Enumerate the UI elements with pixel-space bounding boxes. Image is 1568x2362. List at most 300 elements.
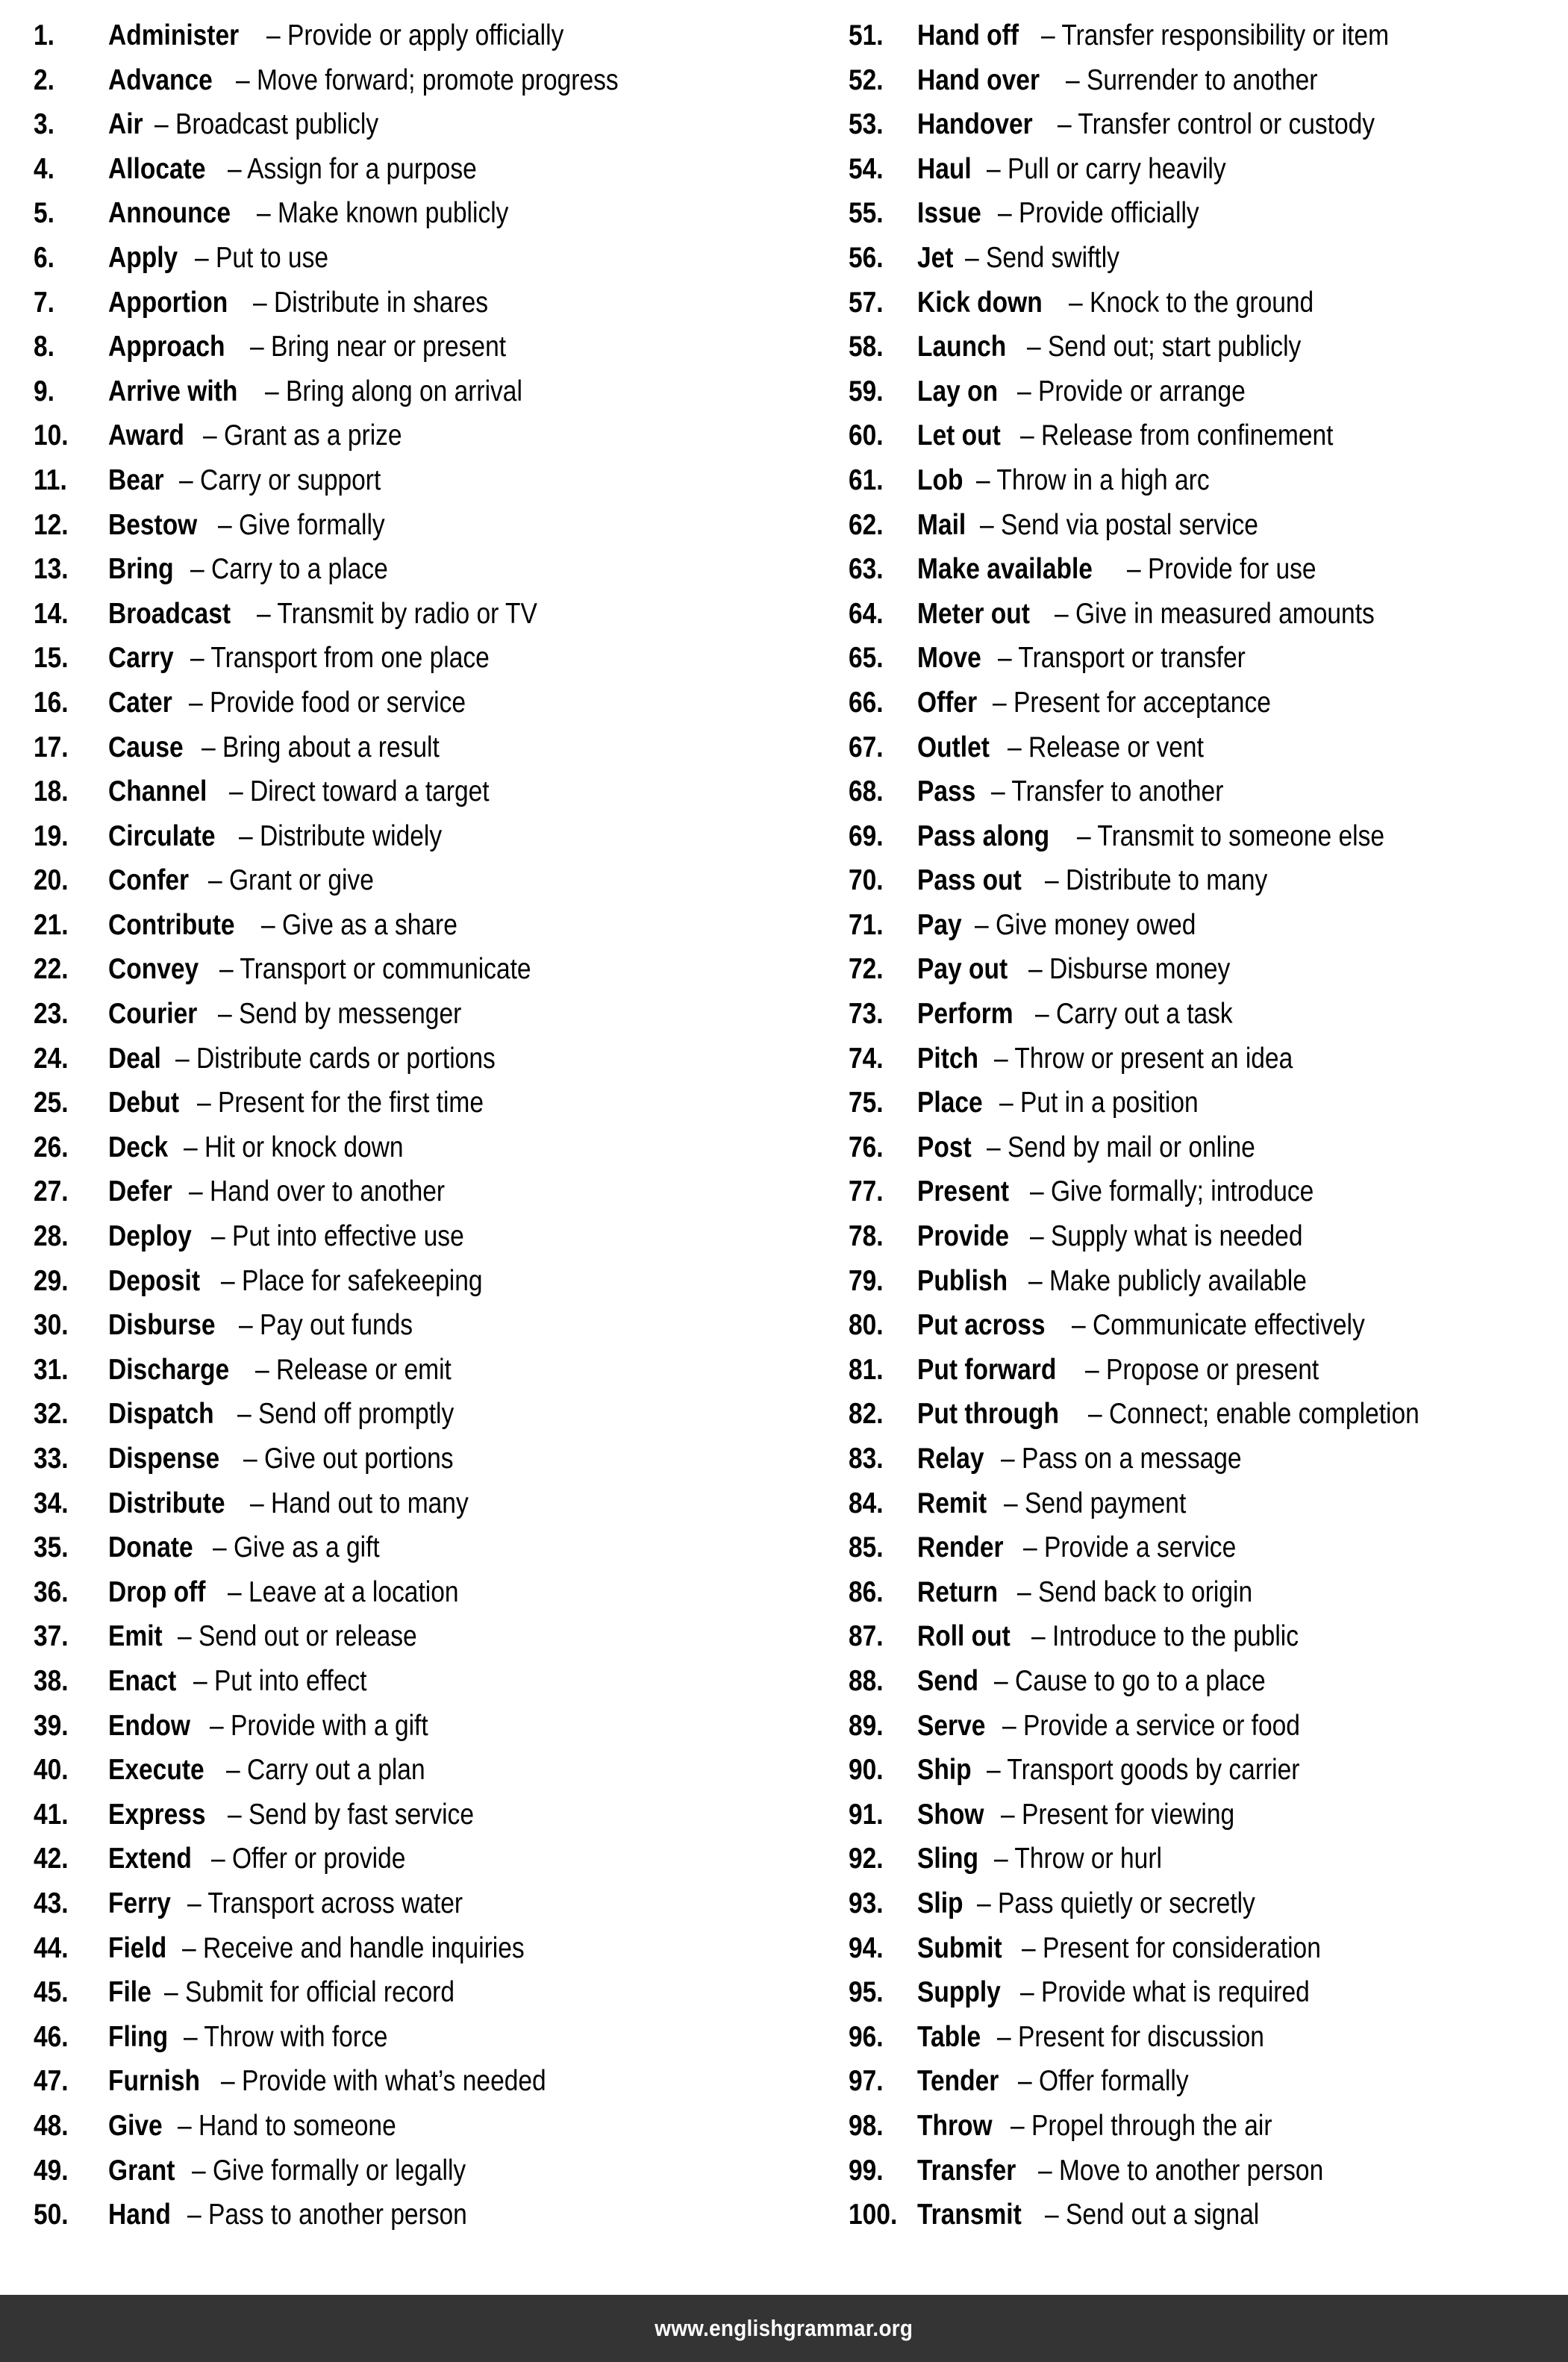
- verb-item-definition: – Make publicly available: [1028, 1264, 1307, 1297]
- verb-item-number: 87.: [849, 1620, 884, 1653]
- verb-item-term: Supply: [917, 1976, 1001, 2009]
- verb-list-item: [849, 947, 1562, 992]
- verb-item-text: [108, 1659, 396, 1704]
- verb-list-item: [849, 1392, 1562, 1437]
- verb-item-number: 18.: [34, 775, 69, 808]
- verb-item-definition: – Send out a signal: [1044, 2199, 1259, 2231]
- verb-item-definition: – Pull or carry heavily: [986, 152, 1226, 185]
- verb-list-item: [849, 1481, 1562, 1526]
- verb-item-number: 3.: [34, 108, 54, 141]
- verb-item-number: 45.: [34, 1976, 69, 2009]
- verb-item-text: [108, 281, 527, 325]
- verb-item-number: 10.: [34, 419, 69, 452]
- verb-item-number: 27.: [34, 1175, 69, 1208]
- verb-item-definition: – Offer or provide: [211, 1843, 406, 1875]
- verb-item-text: [917, 1926, 1369, 1971]
- verb-item-number: 71.: [849, 908, 884, 941]
- verb-item-definition: – Throw or present an idea: [994, 1042, 1293, 1075]
- verb-item-number: 9.: [34, 375, 54, 407]
- verb-item-definition: – Provide a service or food: [1002, 1709, 1301, 1742]
- verb-item-definition: – Throw in a high arc: [976, 463, 1211, 496]
- verb-item-term: Dispense: [108, 1443, 220, 1475]
- verb-item-definition: – Provide officially: [997, 197, 1199, 230]
- verb-list-item: [34, 1348, 778, 1393]
- footer-website-url[interactable]: www.englishgrammar.org: [655, 2315, 913, 2341]
- verb-list-item: [849, 458, 1562, 503]
- verb-item-number: 30.: [34, 1309, 69, 1342]
- verb-item-number: 68.: [849, 775, 884, 808]
- verb-item-text: [917, 1704, 1349, 1749]
- verb-item-definition: – Hit or knock down: [184, 1131, 404, 1163]
- verb-list-item: [34, 369, 778, 414]
- verb-item-number: 36.: [34, 1575, 69, 1608]
- verb-list-item: [849, 1570, 1562, 1615]
- verb-item-text: [108, 992, 501, 1037]
- verb-item-text: [917, 2104, 1315, 2149]
- verb-item-number: 35.: [34, 1531, 69, 1564]
- verb-item-definition: – Give as a gift: [213, 1531, 380, 1564]
- verb-item-term: Arrive with: [108, 375, 238, 407]
- verb-item-term: Advance: [108, 63, 213, 96]
- verb-item-definition: – Distribute widely: [238, 819, 443, 852]
- verb-item-text: [108, 1881, 507, 1926]
- verb-list-item: [849, 858, 1562, 903]
- verb-item-number: 53.: [849, 108, 884, 141]
- verb-list-item: [34, 592, 778, 637]
- verb-item-term: Ferry: [108, 1887, 171, 1919]
- verb-item-term: Pass out: [917, 864, 1022, 897]
- verb-item-term: Make available: [917, 553, 1093, 586]
- verb-item-term: Extend: [108, 1843, 192, 1875]
- verb-item-definition: – Provide what is required: [1020, 1976, 1310, 2009]
- verb-list-item: [34, 769, 778, 814]
- verb-item-term: Launch: [917, 331, 1007, 363]
- verb-item-number: 69.: [849, 819, 884, 852]
- verb-item-text: [108, 1214, 505, 1259]
- verb-item-text: [917, 281, 1354, 325]
- verb-item-number: 99.: [849, 2154, 884, 2187]
- verb-list-item: [849, 992, 1562, 1037]
- verb-item-number: 89.: [849, 1709, 884, 1742]
- verb-list-item: [34, 503, 778, 548]
- verb-list-item: [849, 1704, 1562, 1749]
- verb-item-number: 95.: [849, 1976, 884, 2009]
- verb-item-term: Grant: [108, 2154, 175, 2187]
- verb-item-definition: – Offer formally: [1018, 2065, 1189, 2098]
- verb-item-definition: – Give as a share: [261, 908, 458, 941]
- verb-item-number: 86.: [849, 1575, 884, 1608]
- verb-item-term: Hand off: [917, 19, 1019, 51]
- verb-item-number: 23.: [34, 998, 69, 1031]
- verb-item-number: 61.: [849, 463, 884, 496]
- verb-item-text: [108, 903, 490, 948]
- verb-item-definition: – Distribute in shares: [253, 286, 489, 319]
- verb-item-term: Broadcast: [108, 597, 231, 630]
- verb-list-item: [34, 1970, 778, 2015]
- verb-list-item: [34, 2193, 778, 2237]
- verb-item-number: 76.: [849, 1131, 884, 1163]
- verb-item-term: Debut: [108, 1087, 180, 1119]
- verb-item-number: 4.: [34, 152, 54, 185]
- verb-item-number: 90.: [849, 1754, 884, 1787]
- verb-item-text: [917, 1392, 1473, 1437]
- verb-item-definition: – Send by messenger: [217, 998, 461, 1031]
- verb-item-number: 2.: [34, 63, 54, 96]
- verb-item-text: [108, 2193, 512, 2237]
- verb-item-term: Defer: [108, 1175, 172, 1208]
- verb-item-term: Meter out: [917, 597, 1030, 630]
- verb-item-number: 21.: [34, 908, 69, 941]
- verb-item-term: Execute: [108, 1754, 204, 1787]
- verb-item-term: Bring: [108, 553, 174, 586]
- verb-item-definition: – Disburse money: [1028, 953, 1231, 986]
- verb-item-text: [108, 947, 581, 992]
- verb-item-term: Pitch: [917, 1042, 979, 1075]
- verb-item-definition: – Assign for a purpose: [227, 152, 477, 185]
- verb-item-text: [108, 147, 517, 192]
- verb-item-term: Courier: [108, 998, 198, 1031]
- verb-list-item: [849, 1348, 1562, 1393]
- verb-item-number: 78.: [849, 1220, 884, 1253]
- verb-item-number: 19.: [34, 819, 69, 852]
- verb-item-definition: – Propel through the air: [1010, 2109, 1272, 2142]
- verb-list-item: [34, 1214, 778, 1259]
- verb-item-term: File: [108, 1976, 152, 2009]
- verb-item-number: 14.: [34, 597, 69, 630]
- verb-item-number: 94.: [849, 1931, 884, 1964]
- verb-item-term: Allocate: [108, 152, 206, 185]
- verb-item-definition: – Hand to someone: [177, 2109, 396, 2142]
- verb-item-text: [917, 102, 1426, 147]
- verb-item-definition: – Put into effect: [193, 1664, 367, 1697]
- verb-item-definition: – Hand over to another: [188, 1175, 445, 1208]
- verb-item-number: 55.: [849, 197, 884, 230]
- verb-item-term: Pay: [917, 908, 962, 941]
- verb-item-definition: – Transfer responsibility or item: [1041, 19, 1390, 51]
- verb-item-number: 13.: [34, 553, 69, 586]
- verb-item-term: Discharge: [108, 1353, 230, 1386]
- verb-item-term: Send: [917, 1664, 979, 1697]
- verb-list-item: [34, 1881, 778, 1926]
- verb-item-text: [108, 1081, 530, 1125]
- verb-item-definition: – Bring near or present: [250, 331, 507, 363]
- verb-list-item: [849, 1169, 1562, 1214]
- verb-item-text: [108, 814, 475, 859]
- verb-item-text: [917, 947, 1263, 992]
- verb-list-item: [34, 13, 778, 58]
- verb-item-text: [108, 1793, 513, 1837]
- verb-item-definition: – Grant or give: [207, 864, 374, 897]
- verb-item-term: Furnish: [108, 2065, 200, 2098]
- verb-item-term: Pass along: [917, 819, 1050, 852]
- verb-item-text: [917, 58, 1358, 103]
- verb-item-text: [917, 503, 1303, 548]
- verb-item-text: [108, 1970, 502, 2015]
- verb-list-item: [34, 947, 778, 992]
- verb-list-item: [849, 2104, 1562, 2149]
- verb-list-item: [34, 1525, 778, 1570]
- verb-item-term: Handover: [917, 108, 1033, 141]
- verb-item-text: [917, 325, 1346, 369]
- verb-item-text: [108, 236, 350, 281]
- verb-item-number: 51.: [849, 19, 884, 51]
- verb-item-number: 77.: [849, 1175, 884, 1208]
- verb-item-definition: – Provide for use: [1127, 553, 1316, 586]
- verb-list-item: [34, 1614, 778, 1659]
- verb-item-number: 5.: [34, 197, 54, 230]
- verb-item-text: [108, 1303, 441, 1348]
- verb-list-item: [849, 413, 1562, 458]
- verb-item-definition: – Throw or hurl: [994, 1843, 1163, 1875]
- verb-item-term: Relay: [917, 1443, 984, 1475]
- verb-item-definition: – Bring about a result: [202, 731, 440, 763]
- verb-item-text: [917, 2149, 1369, 2193]
- verb-item-text: [917, 1659, 1310, 1704]
- verb-item-term: Air: [108, 108, 143, 141]
- verb-item-term: Show: [917, 1798, 984, 1831]
- verb-item-definition: – Pass on a message: [1001, 1443, 1242, 1475]
- verb-item-number: 79.: [849, 1264, 884, 1297]
- verb-list-item: [34, 236, 778, 281]
- verb-item-number: 47.: [34, 2065, 69, 2098]
- verb-item-term: Transmit: [917, 2199, 1022, 2231]
- verb-item-term: Sling: [917, 1843, 978, 1875]
- verb-item-definition: – Put to use: [195, 241, 329, 274]
- verb-item-text: [108, 1125, 440, 1170]
- verb-item-number: 34.: [34, 1487, 69, 1519]
- verb-item-number: 88.: [849, 1664, 884, 1697]
- verb-item-number: 62.: [849, 508, 884, 541]
- verb-item-text: [917, 636, 1286, 681]
- verb-item-number: 59.: [849, 375, 884, 407]
- verb-item-definition: – Give money owed: [975, 908, 1196, 941]
- verb-item-definition: – Carry to a place: [190, 553, 388, 586]
- verb-item-term: Table: [917, 2020, 981, 2053]
- verb-item-text: [917, 1259, 1352, 1304]
- verb-list-item: [34, 281, 778, 325]
- verb-list-item: [849, 1037, 1562, 1081]
- verb-item-text: [917, 1437, 1281, 1481]
- verb-item-number: 46.: [34, 2020, 69, 2053]
- verb-item-text: [917, 413, 1384, 458]
- verb-item-term: Emit: [108, 1620, 163, 1653]
- verb-item-number: 50.: [34, 2199, 69, 2231]
- verb-list-item: [34, 1748, 778, 1793]
- verb-item-term: Deal: [108, 1042, 161, 1075]
- verb-item-number: 85.: [849, 1531, 884, 1564]
- verb-list-item: [849, 281, 1562, 325]
- verb-item-text: [108, 2015, 421, 2060]
- verb-list-item: [34, 58, 778, 103]
- verb-list-item: [849, 814, 1562, 859]
- verb-item-number: 16.: [34, 686, 69, 719]
- verb-item-number: 54.: [849, 152, 884, 185]
- verb-list-item: [849, 1926, 1562, 1971]
- verb-item-text: [917, 2059, 1216, 2104]
- verb-list-item: [34, 2015, 778, 2060]
- verb-list-item: [849, 1881, 1562, 1926]
- verb-item-definition: – Broadcast publicly: [154, 108, 379, 141]
- verb-item-number: 39.: [34, 1709, 69, 1742]
- verb-item-number: 70.: [849, 864, 884, 897]
- verb-item-number: 73.: [849, 998, 884, 1031]
- verb-item-term: Haul: [917, 152, 972, 185]
- verb-item-term: Bestow: [108, 508, 198, 541]
- verb-list-item: [849, 636, 1562, 681]
- verb-item-definition: – Transport across water: [187, 1887, 463, 1919]
- verb-list-item: [849, 1837, 1562, 1881]
- verb-item-text: [917, 1081, 1231, 1125]
- verb-list-item: [34, 2059, 778, 2104]
- verb-item-number: 44.: [34, 1931, 69, 1964]
- verb-item-term: Offer: [917, 686, 978, 719]
- verb-list-item: [34, 102, 778, 147]
- verb-item-text: [108, 1481, 504, 1526]
- verb-item-term: Remit: [917, 1487, 987, 1519]
- verb-item-definition: – Send out; start publicly: [1026, 331, 1301, 363]
- verb-item-text: [917, 725, 1235, 770]
- verb-item-term: Award: [108, 419, 184, 452]
- verb-item-number: 92.: [849, 1843, 884, 1875]
- footer-bar: [0, 2295, 1568, 2362]
- verb-item-term: Pay out: [917, 953, 1008, 986]
- verb-item-definition: – Transport or communicate: [219, 953, 531, 986]
- verb-item-text: [108, 1437, 488, 1481]
- verb-item-term: Deck: [108, 1131, 169, 1163]
- verb-item-definition: – Knock to the ground: [1069, 286, 1314, 319]
- verb-item-number: 57.: [849, 286, 884, 319]
- verb-item-text: [108, 458, 413, 503]
- verb-list-item: [849, 1525, 1562, 1570]
- verb-item-definition: – Release from confinement: [1019, 419, 1334, 452]
- verb-item-term: Express: [108, 1798, 206, 1831]
- verb-item-text: [108, 1570, 496, 1615]
- verb-item-term: Endow: [108, 1709, 190, 1742]
- verb-item-term: Distribute: [108, 1487, 225, 1519]
- verb-item-definition: – Give out portions: [243, 1443, 454, 1475]
- verb-item-text: [917, 1125, 1299, 1170]
- verb-item-definition: – Send via postal service: [979, 508, 1258, 541]
- verb-item-text: [108, 592, 583, 637]
- verb-item-term: Disburse: [108, 1309, 216, 1342]
- verb-item-definition: – Carry or support: [178, 463, 381, 496]
- verb-item-text: [917, 903, 1232, 948]
- verb-list-item: [849, 725, 1562, 770]
- verb-list-item: [849, 2059, 1562, 2104]
- verb-item-text: [108, 325, 548, 369]
- verb-item-term: Give: [108, 2109, 163, 2142]
- verb-item-text: [917, 681, 1316, 725]
- verb-item-number: 52.: [849, 63, 884, 96]
- verb-item-text: [917, 458, 1248, 503]
- verb-item-definition: – Transport goods by carrier: [986, 1754, 1299, 1787]
- verb-item-term: Announce: [108, 197, 231, 230]
- verb-list-item: [849, 1748, 1562, 1793]
- verb-list-item: [849, 1970, 1562, 2015]
- verb-item-number: 43.: [34, 1887, 69, 1919]
- verb-item-definition: – Present for discussion: [996, 2020, 1264, 2053]
- verb-item-number: 75.: [849, 1087, 884, 1119]
- verb-list-item: [34, 191, 778, 236]
- verb-list-item: [849, 1303, 1562, 1348]
- verb-item-number: 63.: [849, 553, 884, 586]
- verb-list-item: [849, 681, 1562, 725]
- verb-list-item: [34, 814, 778, 859]
- verb-item-number: 40.: [34, 1754, 69, 1787]
- verb-item-definition: – Transmit to someone else: [1076, 819, 1384, 852]
- verb-item-definition: – Send by mail or online: [986, 1131, 1255, 1163]
- verb-item-text: [108, 1037, 548, 1081]
- verb-item-number: 96.: [849, 2020, 884, 2053]
- verb-item-definition: – Pass quietly or secretly: [976, 1887, 1255, 1919]
- verb-list-item: [34, 1125, 778, 1170]
- verb-item-definition: – Distribute cards or portions: [175, 1042, 496, 1075]
- verb-item-number: 66.: [849, 686, 884, 719]
- verb-list-column-left: [0, 13, 784, 2295]
- verb-item-term: Place: [917, 1087, 983, 1119]
- verb-list-item: [849, 2015, 1562, 2060]
- verb-list-item: [849, 769, 1562, 814]
- verb-item-number: 15.: [34, 642, 69, 675]
- verb-item-number: 67.: [849, 731, 884, 763]
- verb-item-number: 56.: [849, 241, 884, 274]
- verb-item-term: Jet: [917, 241, 954, 274]
- verb-item-number: 93.: [849, 1887, 884, 1919]
- verb-item-definition: – Make known publicly: [256, 197, 509, 230]
- verb-item-text: [108, 636, 538, 681]
- verb-list-item: [849, 1125, 1562, 1170]
- verb-item-text: [917, 1481, 1216, 1526]
- verb-item-term: Put through: [917, 1398, 1060, 1431]
- verb-item-text: [108, 1837, 437, 1881]
- verb-item-number: 11.: [34, 463, 67, 496]
- verb-item-definition: – Transport from one place: [190, 642, 490, 675]
- verb-item-term: Publish: [917, 1264, 1008, 1297]
- verb-list-item: [849, 1437, 1562, 1481]
- verb-list-item: [34, 681, 778, 725]
- verb-item-term: Serve: [917, 1709, 986, 1742]
- verb-item-term: Issue: [917, 197, 981, 230]
- verb-list-item: [34, 858, 778, 903]
- verb-item-term: Channel: [108, 775, 207, 808]
- verb-item-definition: – Direct toward a target: [228, 775, 490, 808]
- verb-list-item: [34, 413, 778, 458]
- verb-item-term: Deposit: [108, 1264, 200, 1297]
- verb-item-number: 100.: [849, 2199, 898, 2231]
- verb-item-text: [108, 1704, 463, 1749]
- verb-item-term: Carry: [108, 642, 174, 675]
- verb-list-item: [849, 102, 1562, 147]
- verb-list-item: [34, 1392, 778, 1437]
- verb-item-text: [108, 1348, 483, 1393]
- verb-item-number: 33.: [34, 1443, 69, 1475]
- verb-item-text: [108, 13, 612, 58]
- verb-item-number: 82.: [849, 1398, 884, 1431]
- verb-item-term: Move: [917, 642, 981, 675]
- verb-list-item: [34, 992, 778, 1037]
- verb-item-definition: – Connect; enable completion: [1087, 1398, 1419, 1431]
- verb-item-definition: – Send back to origin: [1016, 1575, 1252, 1608]
- verb-item-text: [917, 1169, 1360, 1214]
- verb-item-definition: – Present for viewing: [1001, 1798, 1235, 1831]
- verb-item-term: Submit: [917, 1931, 1002, 1964]
- verb-list-item: [849, 2193, 1562, 2237]
- verb-item-definition: – Propose or present: [1084, 1353, 1319, 1386]
- verb-item-text: [108, 681, 510, 725]
- verb-item-definition: – Send out or release: [177, 1620, 417, 1653]
- verb-item-term: Throw: [917, 2109, 993, 2142]
- verb-item-term: Dispatch: [108, 1398, 214, 1431]
